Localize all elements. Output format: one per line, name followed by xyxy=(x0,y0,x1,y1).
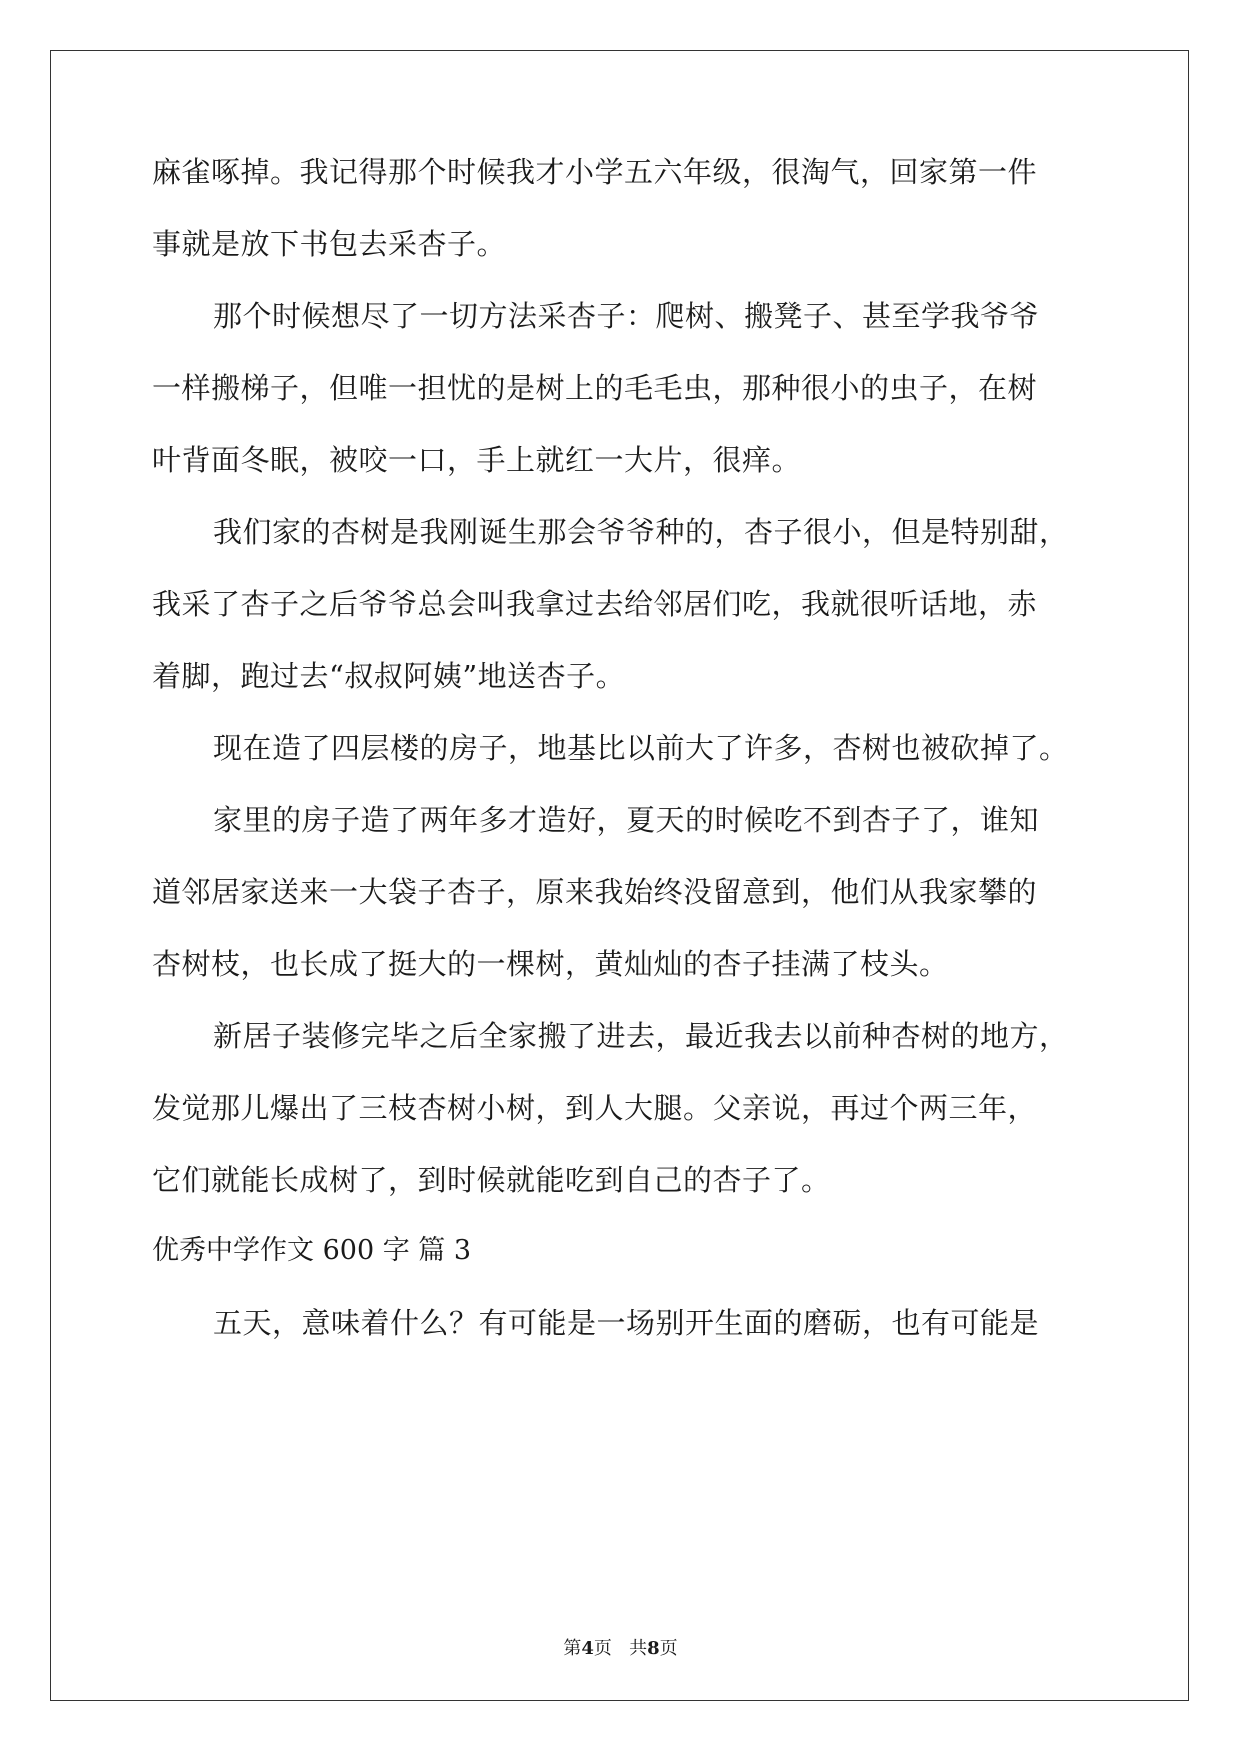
footer-total-suffix: 页 xyxy=(659,1638,678,1659)
page-footer xyxy=(0,1637,1241,1661)
text-line: 它们就能长成树了，到时候就能吃到自己的杏子了。 xyxy=(152,1163,831,1197)
text-line: 着脚，跑过去“叔叔阿姨”地送杏子。 xyxy=(152,659,626,693)
text-line: 杏树枝，也长成了挺大的一棵树，黄灿灿的杏子挂满了枝头。 xyxy=(152,947,949,981)
text-line: 事就是放下书包去采杏子。 xyxy=(152,227,507,261)
text-line: 家里的房子造了两年多才造好，夏天的时候吃不到杏子了，谁知 xyxy=(213,803,1040,837)
text-line: 新居子装修完毕之后全家搬了进去，最近我去以前种杏树的地方， xyxy=(213,1019,1069,1053)
footer-page-word: 页 xyxy=(593,1638,612,1659)
text-line: 那个时候想尽了一切方法采杏子：爬树、搬凳子、甚至学我爷爷 xyxy=(213,299,1040,333)
text-line: 麻雀啄掉。我记得那个时候我才小学五六年级，很淘气，回家第一件 xyxy=(152,155,1038,189)
footer-prefix: 第 xyxy=(563,1638,582,1659)
footer-total-prefix: 共 xyxy=(629,1638,648,1659)
text-line: 现在造了四层楼的房子，地基比以前大了许多，杏树也被砍掉了。 xyxy=(213,731,1069,765)
text-line: 道邻居家送来一大袋子杏子，原来我始终没留意到，他们从我家攀的 xyxy=(152,875,1038,909)
text-line: 五天，意味着什么？有可能是一场别开生面的磨砺，也有可能是 xyxy=(213,1306,1040,1340)
text-line: 一样搬梯子，但唯一担忧的是树上的毛毛虫，那种很小的虫子，在树 xyxy=(152,371,1038,405)
current-page-number: 4 xyxy=(581,1638,594,1659)
section-heading: 优秀中学作文 600 字 篇 3 xyxy=(152,1235,472,1266)
text-line: 叶背面冬眠，被咬一口，手上就红一大片，很痒。 xyxy=(152,443,802,477)
total-pages-number: 8 xyxy=(647,1638,660,1659)
text-line: 我采了杏子之后爷爷总会叫我拿过去给邻居们吃，我就很听话地，赤 xyxy=(152,587,1038,621)
text-line: 我们家的杏树是我刚诞生那会爷爷种的，杏子很小，但是特别甜， xyxy=(213,515,1069,549)
text-line: 发觉那儿爆出了三枝杏树小树，到人大腿。父亲说，再过个两三年， xyxy=(152,1091,1038,1125)
